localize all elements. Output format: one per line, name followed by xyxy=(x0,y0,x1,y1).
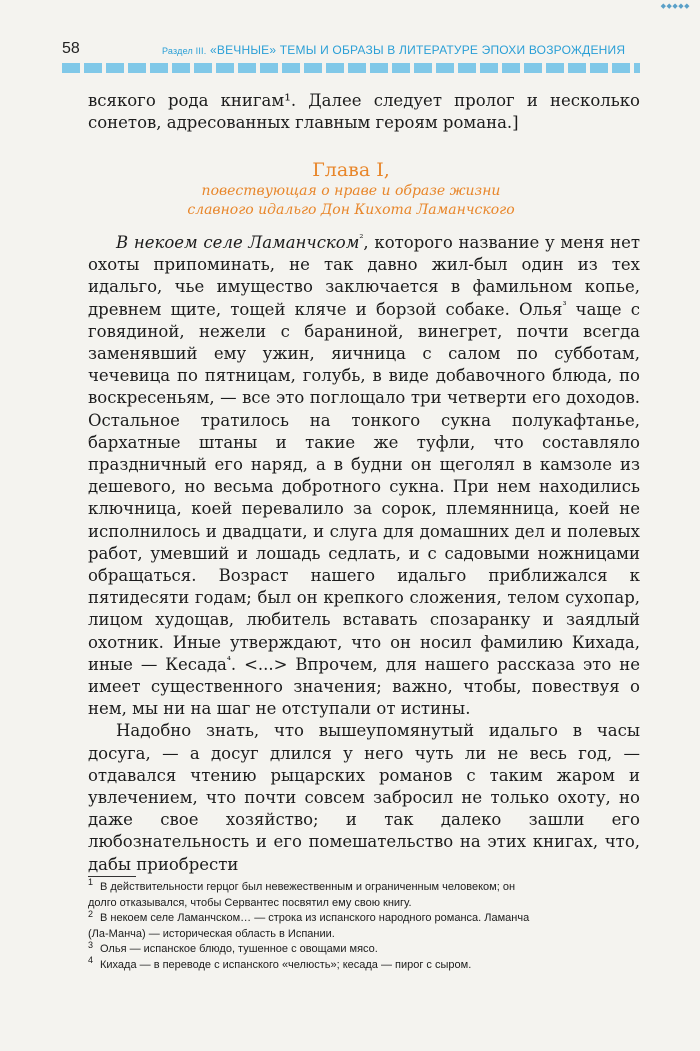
intro-paragraph: всякого рода книгам¹. Далее следует пролог и несколько сонетов, адресованных главным героям романа.] xyxy=(88,91,640,133)
page-header xyxy=(62,40,642,62)
running-title xyxy=(162,43,642,57)
footnote-ref-3[interactable]: ³ xyxy=(562,300,567,312)
chapter-subtitle-line2: славного идальго Дон Кихота Ламанчского xyxy=(187,202,515,218)
footnote-2: 2 В некоем селе Ламанчском… — строка из испанского народного романса. Ламанча xyxy=(88,908,530,925)
header-decorative-band xyxy=(62,63,640,73)
footnote-text: В действительности герцог был невежественным и ограниченным человеком; он xyxy=(100,881,516,893)
chapter-subtitle-line1: повествующая о нраве и образе жизни xyxy=(201,183,501,199)
footnote-text: Кихада — в переводе с испанского «челюсть»; кесада — пирог с сыром. xyxy=(100,958,472,971)
chapter-heading xyxy=(62,158,640,220)
footnotes xyxy=(88,877,640,974)
footnote-3: 3 Олья — испанское блюдо, тушенное с овощами мясо. xyxy=(88,939,378,956)
footnote-1: 1 В действительности герцог был невежественным и ограниченным человеком; он xyxy=(88,877,516,893)
running-title-text: «ВЕЧНЫЕ» ТЕМЫ И ОБРАЗЫ В ЛИТЕРАТУРЕ ЭПОХИ ВОЗРОЖДЕНИЯ xyxy=(210,43,626,57)
intro-block xyxy=(88,90,640,134)
footnote-4: 4 Кихада — в переводе с испанского «челюсть»; кесада — пирог с сыром. xyxy=(88,955,472,971)
paragraph-1 xyxy=(88,232,640,720)
footnote-2-continued: (Ла-Манча) — историческая область в Испании. xyxy=(88,927,335,940)
footnote-ref-2[interactable]: ² xyxy=(359,233,364,245)
footnote-divider xyxy=(88,876,136,877)
footnote-text: Олья — испанское блюдо, тушенное с овощами мясо. xyxy=(100,943,378,956)
corner-mark: ◆◆◆◆◆ xyxy=(660,3,690,10)
section-prefix: Раздел III. xyxy=(162,46,207,56)
paragraph-1-part1: , которого название у меня нет охоты припоминать, не так давно жил-был один из тех идальго, чье имущество заключается в фамильном копье, древнем щите, тощей кляче и борзой собаке. Олья xyxy=(88,233,640,319)
footnote-ref-4[interactable]: ⁴ xyxy=(226,655,231,667)
footnote-text: В некоем селе Ламанчском… — строка из испанского народного романса. Ламанча xyxy=(100,912,530,925)
footnote-1-continued: долго отказывался, чтобы Сервантес посвятил ему свою книгу. xyxy=(88,896,412,909)
italic-phrase: В некоем селе Ламанчском xyxy=(116,233,360,252)
paragraph-2: Надобно знать, что вышеупомянутый идальго в часы досуга, — а досуг длился у него чуть ли не весь год, — отдавался чтению рыцарских романов с таким жаром и увлечением, что почти совсем забросил не только охоту, но даже свое хозяйство; и так далеко зашли его любознательность и его помешательство на этих книгах, что, дабы приобрести xyxy=(88,721,640,874)
paragraph-1-part2: чаще с говядиной, нежели с бараниной, винегрет, почти всегда заменявший ему ужин, яичница с салом по субботам, чечевица по пятницам, голубь, в виде добавочного блюда, по воскресеньям, — все это поглощало три четверти его доходов. Остальное тратилось на тонкого сукна полукафтанье, бархатные штаны и такие же туфли, что составляло праздничный его наряд, а в будни он щеголял в камзоле из дешевого, но весьма добротного сукна. При нем находились ключница, коей перевалило за сорок, племянница, коей не исполнилось и двадцати, и слуга для домашних дел и полевых работ, умевший и лошадь седлать, и с садовыми ножницами обращаться. Возраст нашего идальго приближался к пятидесяти годам; был он крепкого сложения, телом сухопар, лицом худощав, любитель вставать спозаранку и заядлый охотник. Иные утверждают, что он носил фамилию Кихада, иные — Кесада xyxy=(88,299,640,674)
paragraph-1-part3: . <...> Впрочем, для нашего рассказа это не имеет существенного значения; важно, чтобы, повествуя о нем, мы ни на шаг не отступали от истины. xyxy=(88,654,640,719)
chapter-title: Глава I, xyxy=(312,159,390,181)
page-number: 58 xyxy=(62,40,80,57)
main-text xyxy=(88,232,640,876)
